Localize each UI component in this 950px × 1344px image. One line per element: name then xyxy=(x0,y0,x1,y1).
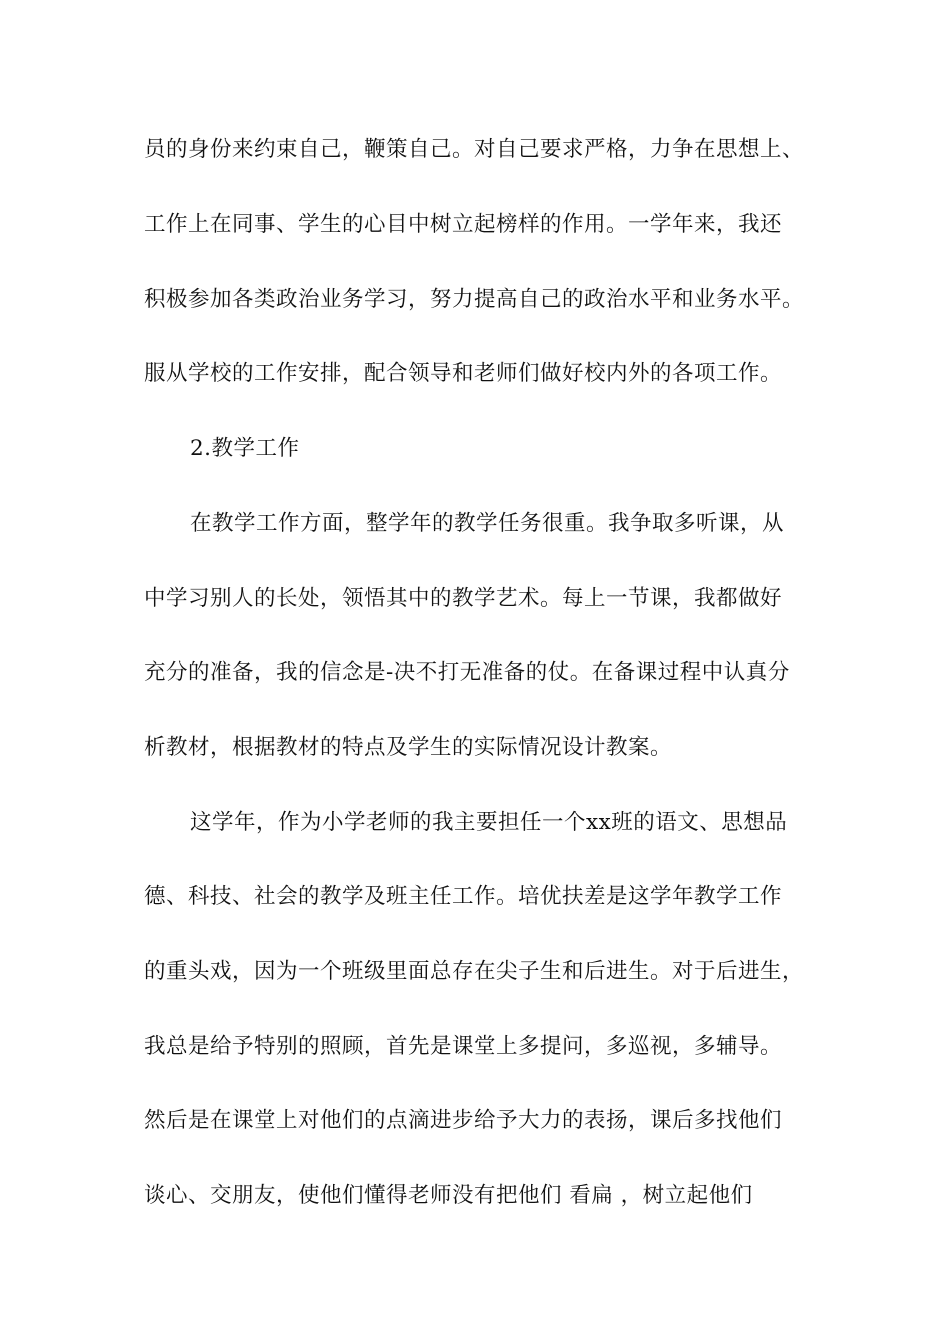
paragraph-line: 析教材，根据教材的特点及学生的实际情况设计教案。 xyxy=(144,735,673,760)
paragraph-line: 积极参加各类政治业务学习，努力提高自己的政治水平和业务水平。 xyxy=(144,287,805,312)
paragraph-line: 在教学工作方面，整学年的教学任务很重。我争取多听课，从 xyxy=(190,511,785,536)
paragraph-line: 工作上在同事、学生的心目中树立起榜样的作用。一学年来，我还 xyxy=(144,212,783,237)
paragraph-line: 的重头戏，因为一个班级里面总存在尖子生和后进生。对于后进生， xyxy=(144,959,805,984)
paragraph-line: 这学年，作为小学老师的我主要担任一个xx班的语文、思想品 xyxy=(190,810,788,835)
paragraph-line: 然后是在课堂上对他们的点滴进步给予大力的表扬，课后多找他们 xyxy=(144,1108,783,1133)
paragraph-line: 我总是给予特别的照顾，首先是课堂上多提问，多巡视，多辅导。 xyxy=(144,1034,783,1059)
paragraph-line: 员的身份来约束自己，鞭策自己。对自己要求严格，力争在思想上、 xyxy=(144,137,805,162)
paragraph-line: 服从学校的工作安排，配合领导和老师们做好校内外的各项工作。 xyxy=(144,361,783,386)
paragraph-line: 中学习别人的长处，领悟其中的教学艺术。每上一节课，我都做好 xyxy=(144,586,783,611)
section-heading: 2.教学工作 xyxy=(190,436,300,461)
paragraph-line: 德、科技、社会的教学及班主任工作。培优扶差是这学年教学工作 xyxy=(144,884,783,909)
paragraph-line: 谈心、交朋友，使他们懂得老师没有把他们 看扁 ，树立起他们 xyxy=(144,1183,753,1208)
paragraph-line: 充分的准备，我的信念是-决不打无准备的仗。在备课过程中认真分 xyxy=(144,660,790,685)
